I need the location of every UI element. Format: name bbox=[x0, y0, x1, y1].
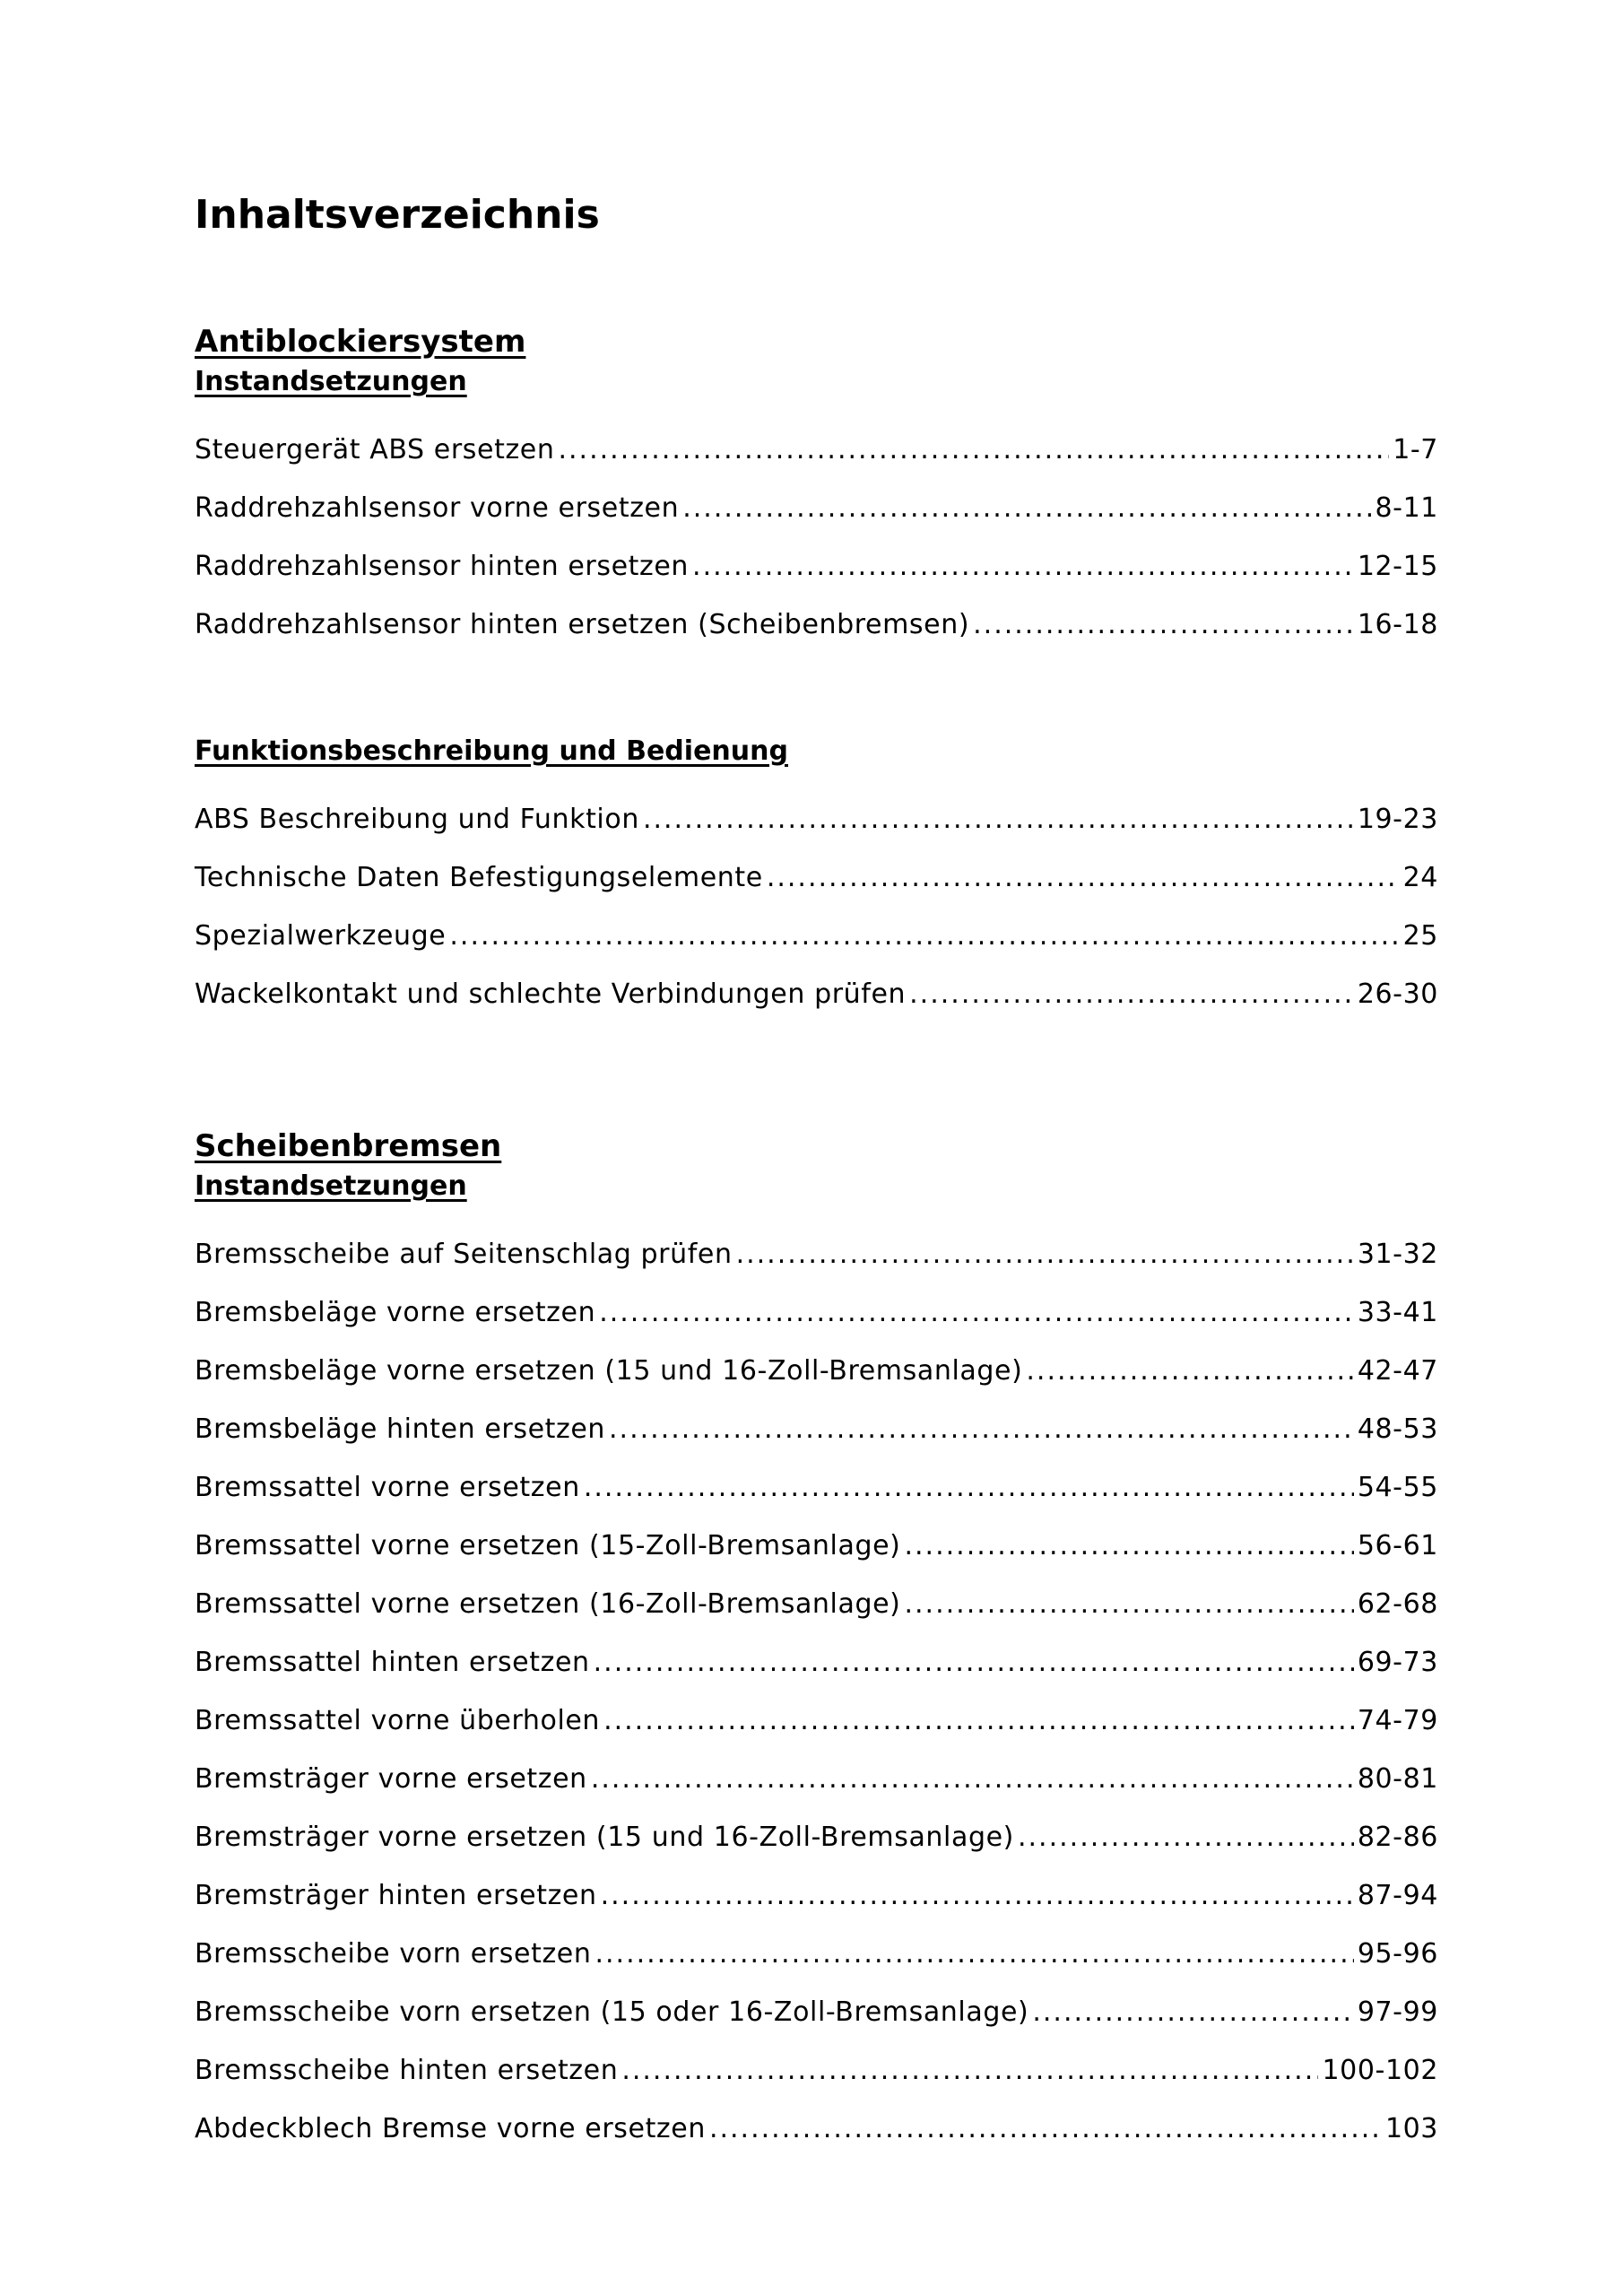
toc-entry-pages: 97-99 bbox=[1357, 1996, 1438, 2028]
toc-entry-label: Bremsbeläge hinten ersetzen bbox=[195, 1413, 606, 1445]
toc-entry-label: ABS Beschreibung und Funktion bbox=[195, 804, 639, 835]
toc-entry-label: Wackelkontakt und schlechte Verbindungen prüfen bbox=[195, 978, 907, 1010]
toc-entry-pages: 87-94 bbox=[1357, 1880, 1438, 1911]
toc-entry-pages: 1-7 bbox=[1393, 434, 1438, 465]
toc-entry-label: Bremsträger hinten ersetzen bbox=[195, 1880, 597, 1911]
toc-entry-pages: 80-81 bbox=[1357, 1763, 1438, 1795]
dot-leader bbox=[709, 2100, 1382, 2158]
dot-leader bbox=[601, 1866, 1354, 1925]
dot-leader bbox=[609, 1400, 1354, 1458]
dot-leader bbox=[449, 907, 1399, 965]
toc-entry[interactable] bbox=[195, 1225, 1438, 1283]
toc-entry-label: Bremsscheibe vorn ersetzen bbox=[195, 1938, 592, 1970]
toc-entry-pages: 48-53 bbox=[1357, 1413, 1438, 1445]
toc-entry-pages: 8-11 bbox=[1375, 492, 1438, 524]
toc-entry-pages: 95-96 bbox=[1357, 1938, 1438, 1970]
subsection-heading: Instandsetzungen bbox=[195, 1170, 467, 1202]
toc-entry-pages: 42-47 bbox=[1357, 1355, 1438, 1387]
toc-entry[interactable] bbox=[195, 1517, 1438, 1575]
toc-entry[interactable] bbox=[195, 1983, 1438, 2041]
dot-leader bbox=[736, 1225, 1354, 1283]
dot-leader bbox=[584, 1458, 1354, 1517]
dot-leader bbox=[591, 1750, 1354, 1808]
toc-entry-label: Bremsträger vorne ersetzen bbox=[195, 1763, 587, 1795]
dot-leader bbox=[767, 848, 1400, 907]
toc-entry-label: Raddrehzahlsensor vorne ersetzen bbox=[195, 492, 680, 524]
dot-leader bbox=[558, 421, 1389, 479]
toc-entry[interactable] bbox=[195, 1692, 1438, 1750]
toc-entry[interactable] bbox=[195, 1633, 1438, 1692]
dot-leader bbox=[692, 537, 1354, 596]
section-heading: Antiblockiersystem bbox=[195, 324, 526, 360]
toc-entry-pages: 69-73 bbox=[1357, 1647, 1438, 1678]
toc-entry[interactable] bbox=[195, 1925, 1438, 1983]
toc-entry[interactable] bbox=[195, 2041, 1438, 2100]
toc-entry[interactable] bbox=[195, 1458, 1438, 1517]
toc-entry-label: Bremsbeläge vorne ersetzen bbox=[195, 1297, 596, 1328]
toc-entry[interactable] bbox=[195, 596, 1438, 654]
toc-entry[interactable] bbox=[195, 965, 1438, 1023]
toc-entry[interactable] bbox=[195, 421, 1438, 479]
toc-entry-label: Raddrehzahlsensor hinten ersetzen bbox=[195, 551, 690, 582]
toc-entry[interactable] bbox=[195, 537, 1438, 596]
toc-entry-label: Spezialwerkzeuge bbox=[195, 920, 447, 952]
toc-entry-pages: 103 bbox=[1384, 2113, 1438, 2144]
toc-entry[interactable] bbox=[195, 1342, 1438, 1400]
toc-entry-pages: 25 bbox=[1402, 920, 1438, 952]
toc-entry[interactable] bbox=[195, 1866, 1438, 1925]
dot-leader bbox=[682, 479, 1371, 537]
toc-entry-pages: 26-30 bbox=[1357, 978, 1438, 1010]
toc-entry-pages: 74-79 bbox=[1357, 1705, 1438, 1736]
toc-entry[interactable] bbox=[195, 1575, 1438, 1633]
dot-leader bbox=[1018, 1808, 1354, 1866]
toc-entry-pages: 100-102 bbox=[1322, 2055, 1438, 2086]
toc-entry-pages: 12-15 bbox=[1357, 551, 1438, 582]
toc-entry-label: Abdeckblech Bremse vorne ersetzen bbox=[195, 2113, 706, 2144]
toc-entry-label: Steuergerät ABS ersetzen bbox=[195, 434, 555, 465]
toc-entry-pages: 24 bbox=[1402, 862, 1438, 893]
dot-leader bbox=[1026, 1342, 1353, 1400]
toc-entry-pages: 19-23 bbox=[1357, 804, 1438, 835]
dot-leader bbox=[621, 2041, 1318, 2100]
toc-entry-label: Bremsscheibe auf Seitenschlag prüfen bbox=[195, 1239, 733, 1270]
toc-entry-pages: 16-18 bbox=[1357, 609, 1438, 640]
dot-leader bbox=[595, 1925, 1353, 1983]
dot-leader bbox=[643, 790, 1354, 848]
toc-page bbox=[195, 188, 1438, 2158]
toc-entry[interactable] bbox=[195, 479, 1438, 537]
section-heading: Scheibenbremsen bbox=[195, 1128, 502, 1164]
dot-leader bbox=[1032, 1983, 1353, 2041]
toc-entry[interactable] bbox=[195, 1400, 1438, 1458]
toc-entry-label: Bremssattel vorne ersetzen (16-Zoll-Bremsanlage) bbox=[195, 1588, 901, 1620]
toc-subsection-instandsetzungen bbox=[195, 363, 1438, 654]
dot-leader bbox=[909, 965, 1354, 1023]
toc-entry-pages: 82-86 bbox=[1357, 1822, 1438, 1853]
toc-entry[interactable] bbox=[195, 1283, 1438, 1342]
subsection-heading: Funktionsbeschreibung und Bedienung bbox=[195, 735, 788, 767]
toc-entry[interactable] bbox=[195, 848, 1438, 907]
toc-entry[interactable] bbox=[195, 1808, 1438, 1866]
dot-leader bbox=[599, 1283, 1354, 1342]
toc-entry-label: Bremsbeläge vorne ersetzen (15 und 16-Zoll-Bremsanlage) bbox=[195, 1355, 1023, 1387]
subsection-heading: Instandsetzungen bbox=[195, 366, 467, 397]
toc-entry-label: Raddrehzahlsensor hinten ersetzen (Scheibenbremsen) bbox=[195, 609, 970, 640]
toc-list bbox=[195, 1225, 1438, 2158]
toc-entry-label: Bremssattel hinten ersetzen bbox=[195, 1647, 590, 1678]
toc-entry[interactable] bbox=[195, 790, 1438, 848]
toc-entry-pages: 33-41 bbox=[1357, 1297, 1438, 1328]
toc-entry-label: Bremsträger vorne ersetzen (15 und 16-Zoll-Bremsanlage) bbox=[195, 1822, 1014, 1853]
dot-leader bbox=[973, 596, 1354, 654]
toc-entry[interactable] bbox=[195, 907, 1438, 965]
toc-section-scheibenbremsen bbox=[195, 1125, 1438, 2158]
page-title: Inhaltsverzeichnis bbox=[195, 192, 600, 238]
toc-entry-pages: 62-68 bbox=[1357, 1588, 1438, 1620]
toc-list bbox=[195, 790, 1438, 1023]
dot-leader bbox=[594, 1633, 1354, 1692]
toc-entry-label: Bremssattel vorne überholen bbox=[195, 1705, 601, 1736]
toc-entry-label: Bremssattel vorne ersetzen (15-Zoll-Bremsanlage) bbox=[195, 1530, 901, 1561]
toc-subsection-instandsetzungen bbox=[195, 1168, 1438, 2158]
toc-entry-label: Technische Daten Befestigungselemente bbox=[195, 862, 763, 893]
toc-entry-label: Bremsscheibe hinten ersetzen bbox=[195, 2055, 619, 2086]
toc-entry[interactable] bbox=[195, 1750, 1438, 1808]
toc-entry-pages: 54-55 bbox=[1357, 1472, 1438, 1503]
toc-entry-label: Bremsscheibe vorn ersetzen (15 oder 16-Zoll-Bremsanlage) bbox=[195, 1996, 1029, 2028]
dot-leader bbox=[603, 1692, 1354, 1750]
toc-entry-pages: 31-32 bbox=[1357, 1239, 1438, 1270]
dot-leader bbox=[904, 1517, 1353, 1575]
toc-section-antiblockiersystem bbox=[195, 320, 1438, 1023]
toc-subsection-funktionsbeschreibung bbox=[195, 733, 1438, 1023]
dot-leader bbox=[904, 1575, 1353, 1633]
toc-entry-label: Bremssattel vorne ersetzen bbox=[195, 1472, 580, 1503]
toc-list bbox=[195, 421, 1438, 654]
toc-entry[interactable] bbox=[195, 2100, 1438, 2158]
toc-entry-pages: 56-61 bbox=[1357, 1530, 1438, 1561]
